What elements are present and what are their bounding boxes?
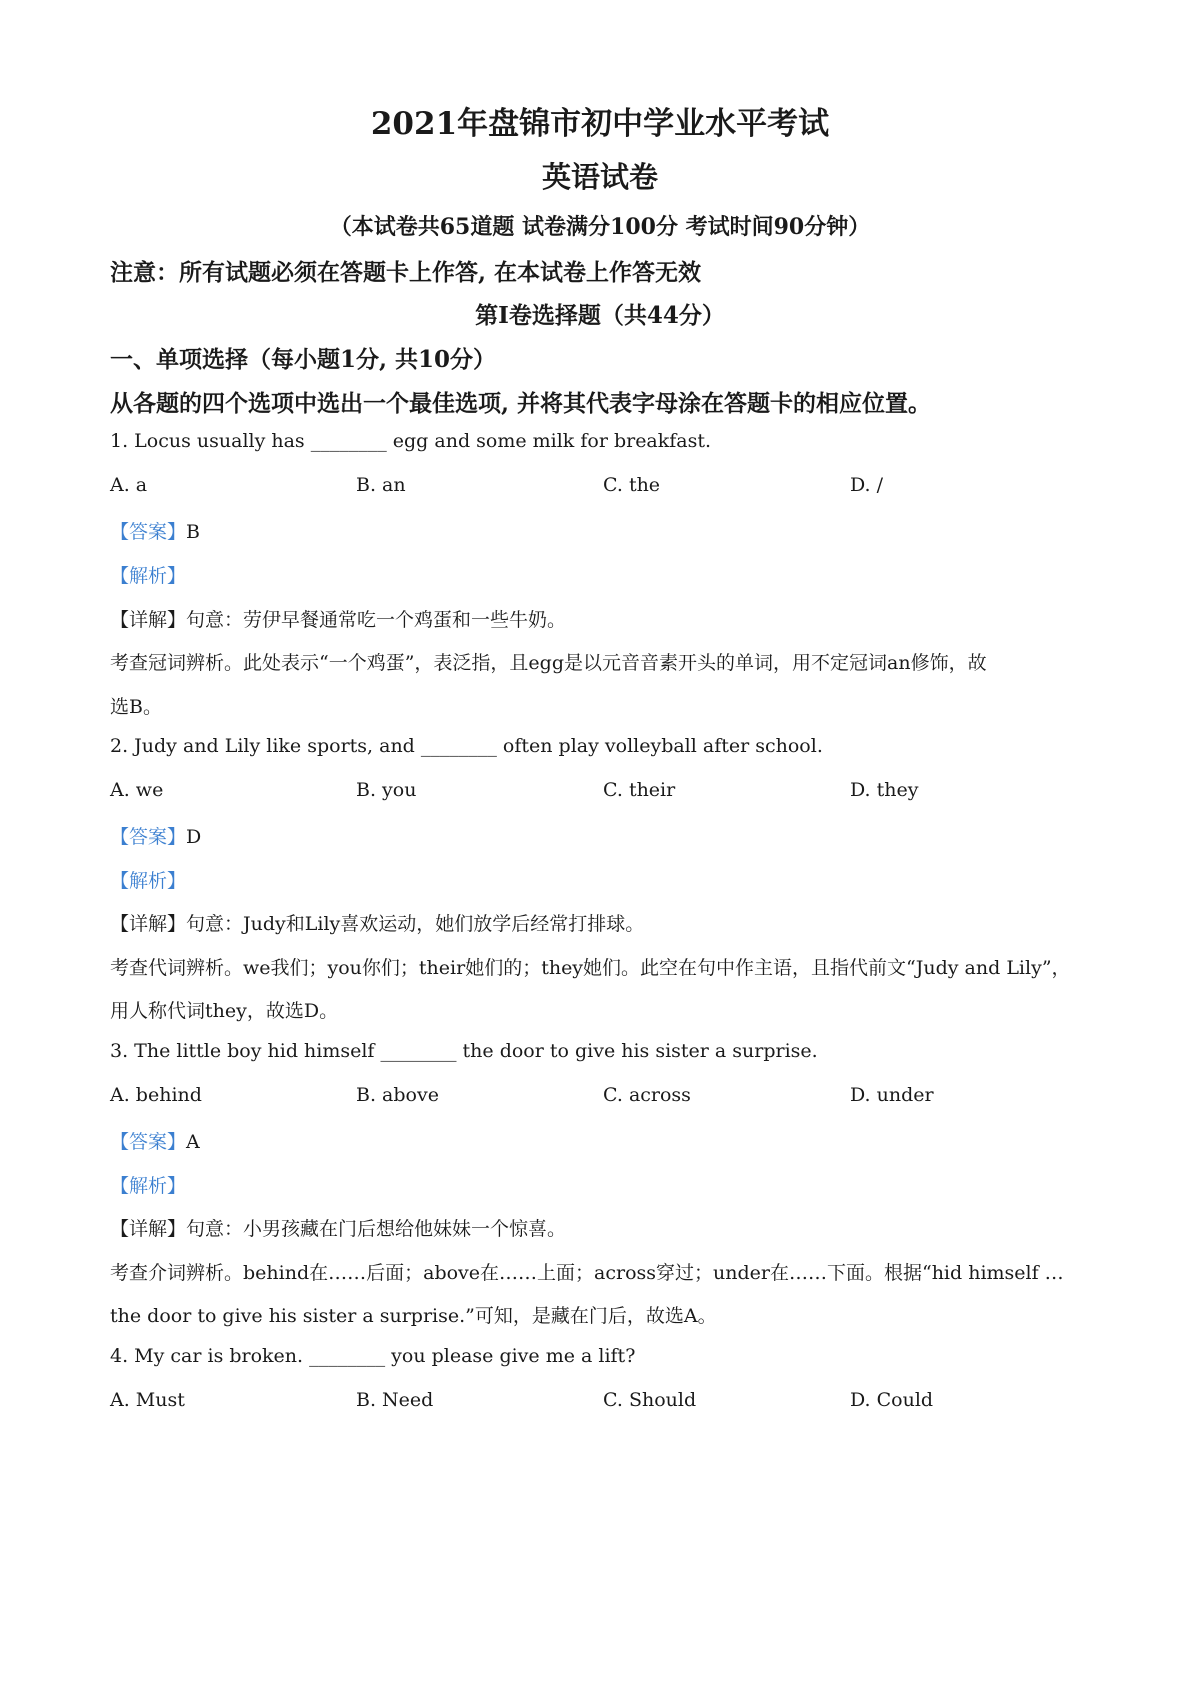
explain-text: 考查代词辨析。we我们；you你们；their她们的；they她们。此空在句中作主语，且指代前文“Judy and Lily”， bbox=[110, 957, 1071, 979]
option-b: B. above bbox=[356, 1084, 439, 1106]
option-c: C. Should bbox=[603, 1389, 697, 1411]
explain-text: 考查介词辨析。behind在……后面；above在……上面；across穿过；under在……下面。根据“hid himself … bbox=[110, 1262, 1064, 1284]
detail-text: 【详解】句意：Judy和Lily喜欢运动，她们放学后经常打排球。 bbox=[110, 913, 645, 935]
answer-line bbox=[110, 1127, 200, 1154]
option-b: B. you bbox=[356, 779, 417, 801]
explain-text: 考查冠词辨析。此处表示“一个鸡蛋”，表泛指，且egg是以元音音素开头的单词，用不定冠词an修饰，故 bbox=[110, 652, 987, 674]
option-c: C. the bbox=[603, 474, 661, 496]
analysis-label: 【解析】 bbox=[110, 1175, 187, 1197]
option-d: D. under bbox=[850, 1084, 934, 1106]
option-d: D. / bbox=[850, 474, 884, 496]
explain-text: the door to give his sister a surprise.”可知，是藏在门后，故选A。 bbox=[110, 1305, 717, 1327]
option-b: B. an bbox=[356, 474, 406, 496]
option-a: A. behind bbox=[110, 1084, 202, 1106]
option-c: C. across bbox=[603, 1084, 691, 1106]
option-a: A. a bbox=[110, 474, 148, 496]
detail-text: 【详解】句意：劳伊早餐通常吃一个鸡蛋和一些牛奶。 bbox=[110, 609, 567, 631]
question-stem: 4. My car is broken. ________ you please give me a lift? bbox=[110, 1345, 636, 1367]
option-b: B. Need bbox=[356, 1389, 434, 1411]
option-d: D. Could bbox=[850, 1389, 934, 1411]
answer-line bbox=[110, 517, 200, 544]
section-instruction: 从各题的四个选项中选出一个最佳选项, 并将其代表字母涂在答题卡的相应位置。 bbox=[110, 390, 932, 417]
answer-value: B bbox=[186, 521, 200, 543]
option-a: A. Must bbox=[110, 1389, 185, 1411]
option-c: C. their bbox=[603, 779, 676, 801]
exam-title: 2021年盘锦市初中学业水平考试 bbox=[370, 106, 830, 142]
section-heading: 一、单项选择（每小题1分, 共10分） bbox=[110, 346, 497, 373]
exam-notice: 注意：所有试题必须在答题卡上作答, 在本试卷上作答无效 bbox=[110, 259, 702, 286]
answer-line bbox=[110, 822, 201, 849]
option-d: D. they bbox=[850, 779, 919, 801]
option-a: A. we bbox=[110, 779, 164, 801]
answer-value: A bbox=[186, 1131, 200, 1153]
exam-info: （本试卷共65道题 试卷满分100分 考试时间90分钟） bbox=[329, 214, 871, 240]
analysis-label: 【解析】 bbox=[110, 565, 187, 587]
part-heading: 第Ⅰ卷选择题（共44分） bbox=[475, 302, 725, 329]
exam-subject: 英语试卷 bbox=[541, 160, 658, 194]
explain-text: 选B。 bbox=[110, 696, 162, 718]
question-stem: 1. Locus usually has ________ egg and some milk for breakfast. bbox=[110, 430, 712, 452]
answer-value: D bbox=[186, 826, 202, 848]
detail-text: 【详解】句意：小男孩藏在门后想给他妹妹一个惊喜。 bbox=[110, 1218, 567, 1240]
analysis-label: 【解析】 bbox=[110, 870, 187, 892]
answer-label: 【答案】 bbox=[110, 521, 187, 543]
explain-text: 用人称代词they，故选D。 bbox=[110, 1000, 339, 1022]
answer-label: 【答案】 bbox=[110, 1131, 187, 1153]
question-stem: 2. Judy and Lily like sports, and ________ often play volleyball after school. bbox=[110, 735, 823, 757]
question-stem: 3. The little boy hid himself ________ the door to give his sister a surprise. bbox=[110, 1040, 818, 1062]
answer-label: 【答案】 bbox=[110, 826, 187, 848]
